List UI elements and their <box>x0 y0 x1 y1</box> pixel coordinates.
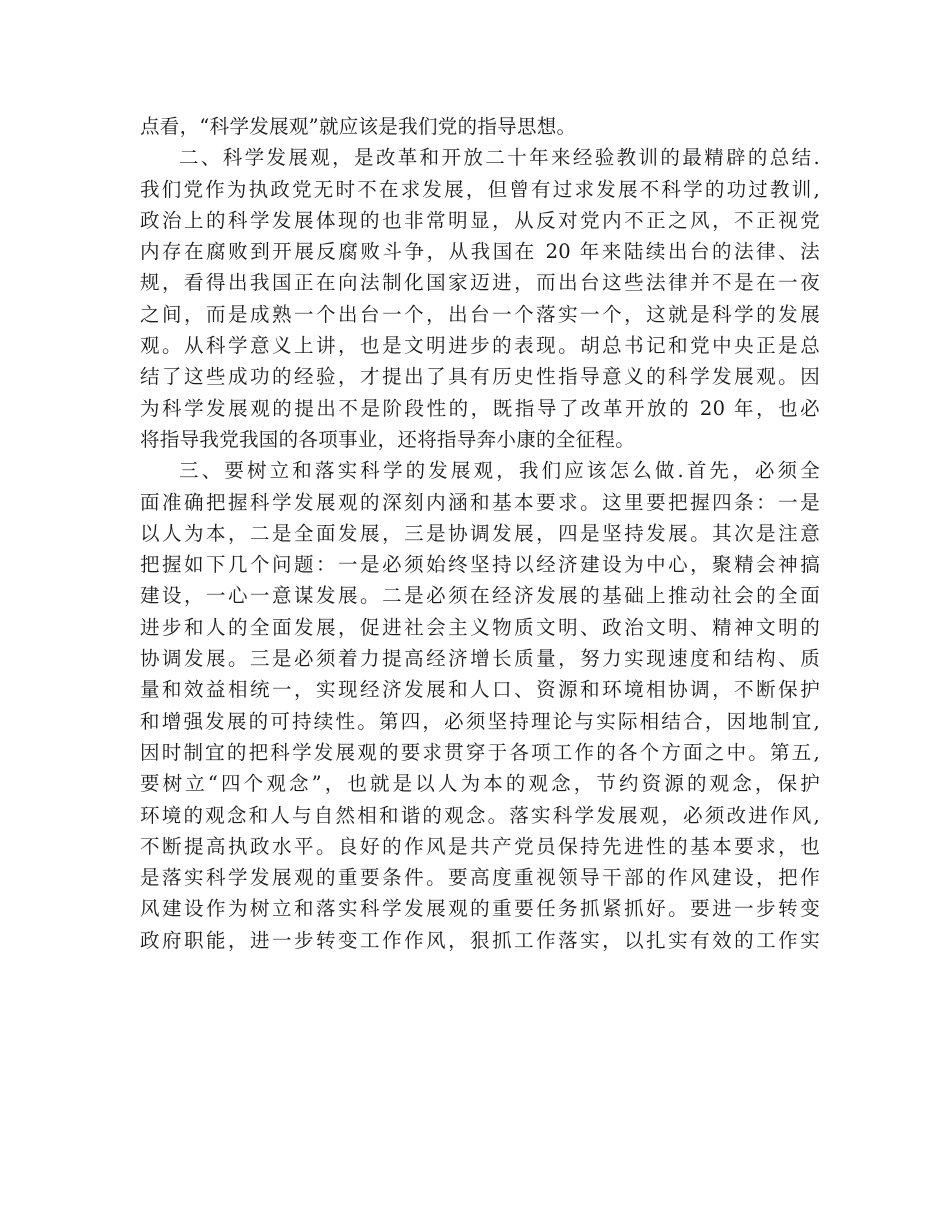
text-line: 环境的观念和人与自然相和谐的观念。落实科学发展观，必须改进作风, <box>140 803 820 827</box>
text-line: 观。从科学意义上讲，也是文明进步的表现。胡总书记和党中央正是总 <box>140 334 820 358</box>
text-line: 三、要树立和落实科学的发展观，我们应该怎么做.首先，必须全 <box>179 459 820 483</box>
text-line: 以人为本，二是全面发展，三是协调发展，四是坚持发展。其次是注意 <box>140 521 820 545</box>
text-line: 是落实科学发展观的重要条件。要高度重视领导干部的作风建设，把作 <box>140 866 820 890</box>
text-line: 点看，“科学发展观”就应该是我们党的指导思想。 <box>140 115 577 138</box>
text-line: 内存在腐败到开展反腐败斗争，从我国在 20 年来陆续出台的法律、法 <box>140 240 820 264</box>
text-line: 建设，一心一意谋发展。二是必须在经济发展的基础上推动社会的全面 <box>140 584 820 608</box>
text-line: 因时制宜的把科学发展观的要求贯穿于各项工作的各个方面之中。第五, <box>140 740 820 764</box>
text-line: 政治上的科学发展体现的也非常明显，从反对党内不正之风，不正视党 <box>140 208 820 232</box>
text-line: 二、科学发展观，是改革和开放二十年来经验教训的最精辟的总结. <box>179 146 820 170</box>
text-line: 我们党作为执政党无时不在求发展，但曾有过求发展不科学的功过教训, <box>140 177 820 201</box>
text-line: 规，看得出我国正在向法制化国家迈进，而出台这些法律并不是在一夜 <box>140 271 820 295</box>
text-line: 之间，而是成熟一个出台一个，出台一个落实一个，这就是科学的发展 <box>140 302 820 326</box>
text-line: 要树立“四个观念”，也就是以人为本的观念，节约资源的观念，保护 <box>140 772 820 796</box>
document-body <box>140 111 820 956</box>
text-line: 为科学发展观的提出不是阶段性的，既指导了改革开放的 20 年，也必 <box>140 396 820 420</box>
text-line: 面准确把握科学发展观的深刻内涵和基本要求。这里要把握四条：一是 <box>140 490 820 514</box>
text-line: 进步和人的全面发展，促进社会主义物质文明、政治文明、精神文明的 <box>140 615 820 639</box>
text-line: 风建设作为树立和落实科学发展观的重要任务抓紧抓好。要进一步转变 <box>140 897 820 921</box>
text-line: 不断提高执政水平。良好的作风是共产党员保持先进性的基本要求，也 <box>140 834 820 858</box>
text-line: 政府职能，进一步转变工作作风，狠抓工作落实，以扎实有效的工作实 <box>140 928 820 952</box>
text-line: 量和效益相统一，实现经济发展和人口、资源和环境相协调，不断保护 <box>140 678 820 702</box>
text-line: 把握如下几个问题：一是必须始终坚持以经济建设为中心，聚精会神搞 <box>140 553 820 577</box>
text-line: 协调发展。三是必须着力提高经济增长质量，努力实现速度和结构、质 <box>140 647 820 671</box>
text-line: 将指导我党我国的各项事业，还将指导奔小康的全征程。 <box>140 427 636 451</box>
text-line: 和增强发展的可持续性。第四，必须坚持理论与实际相结合，因地制宜, <box>140 709 820 733</box>
text-line: 结了这些成功的经验，才提出了具有历史性指导意义的科学发展观。因 <box>140 365 820 389</box>
